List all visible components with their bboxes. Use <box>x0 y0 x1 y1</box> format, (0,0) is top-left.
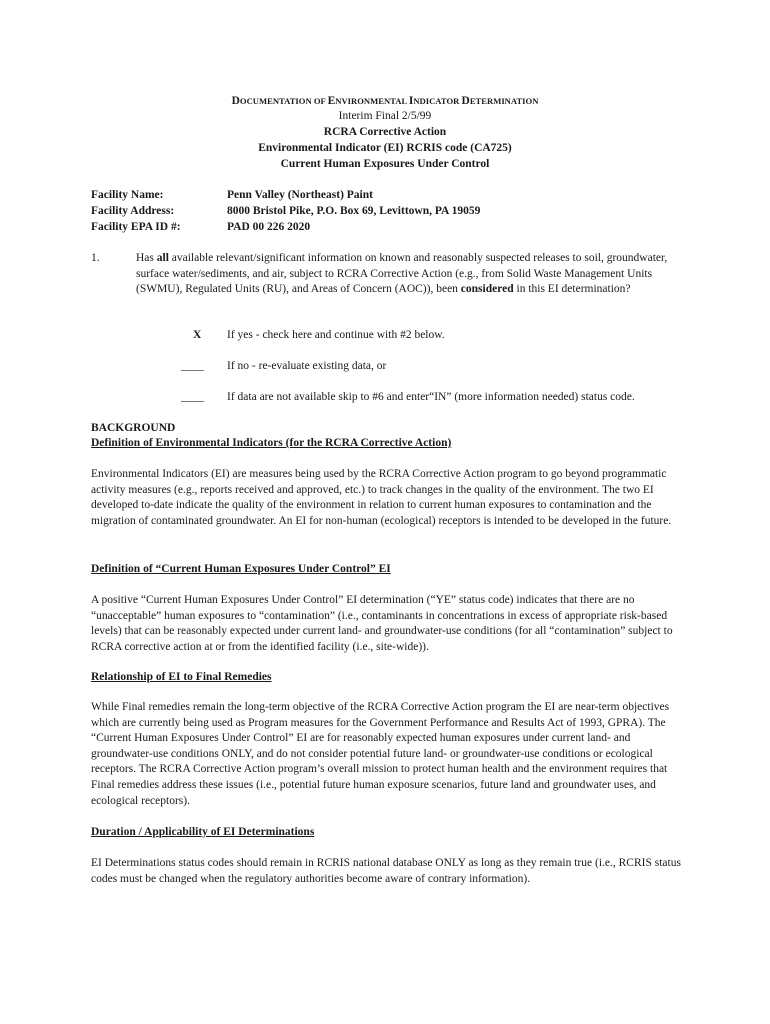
title-line-3: Current Human Exposures Under Control <box>280 158 490 170</box>
document-title: DOCUMENTATION OF ENVIRONMENTAL INDICATOR DETERMINATION <box>231 95 539 107</box>
option-na-text: If data are not available skip to #6 and enter“IN” (more information needed) status code. <box>227 391 635 403</box>
background-paragraph: Environmental Indicators (EI) are measures being used by the RCRA Corrective Action program to go beyond programmatic activity measures (e.g., reports received and approved, etc.) to track changes in the quality of the environment. The two EI developed to-date indicate the quality of the environment in relation to current human exposures to contamination and the migration of contaminated groundwater. An EI for non-human (ecological) receptors is intended to be developed in the future. <box>91 468 672 527</box>
facility-name-value: Penn Valley (Northeast) Paint <box>227 189 373 201</box>
facility-address-label: Facility Address: <box>91 205 175 217</box>
definition-paragraph: A positive “Current Human Exposures Under Control” EI determination (“YE” status code) indicates that there are no “unacceptable” human exposures to “contamination” (i.e., contaminants in concentrations in excess of appropriate risk-based levels) that can be reasonably expected under current land- and groundwater-use conditions (for all “contamination” subject to RCRA corrective action at or from the identified facility (i.e., site-wide)). <box>91 594 673 653</box>
option-yes-text: If yes - check here and continue with #2 below. <box>227 329 445 341</box>
facility-epa-value: PAD 00 226 2020 <box>227 221 311 233</box>
document-subtitle: Interim Final 2/5/99 <box>338 110 432 122</box>
background-heading: BACKGROUND <box>91 422 176 434</box>
title-line-2: Environmental Indicator (EI) RCRIS code (CA725) <box>258 142 512 154</box>
option-no-text: If no - re-evaluate existing data, or <box>227 360 387 372</box>
title-line-1: RCRA Corrective Action <box>323 126 447 138</box>
ei-definition-subheading: Definition of Environmental Indicators (for the RCRA Corrective Action) <box>91 437 452 449</box>
question-text: Has all available relevant/significant information on known and reasonably suspected releases to soil, groundwater, surface water/sediments, and air, subject to RCRA Corrective Action (e.g., from Solid Waste Management Units (SWMU), Regulated Units (RU), and Areas of Concern (AOC)), been considered in this EI determination? <box>136 252 668 296</box>
relationship-paragraph: While Final remedies remain the long-term objective of the RCRA Corrective Action program the EI are near-term objectives which are currently being used as Program measures for the Government Performance and Results Act of 1993, GPRA). The “Current Human Exposures Under Control” EI are for reasonably expected human exposures under current land- and groundwater-use conditions ONLY, and do not consider potential future land- or groundwater-use conditions or ecological receptors. The RCRA Corrective Action program’s overall mission to protect human health and the environment requires that Final remedies address these issues (i.e., potential future human exposure scenarios, future land and groundwater uses, and ecological receptors). <box>91 701 670 807</box>
question-number: 1. <box>91 252 100 264</box>
duration-paragraph: EI Determinations status codes should remain in RCRIS national database ONLY as long as they remain true (i.e., RCRIS status codes must be changed when the regulatory authorities become aware of contrary information). <box>91 857 681 885</box>
option-na-mark[interactable]: ____ <box>181 391 204 403</box>
definition-heading: Definition of “Current Human Exposures Under Control” EI <box>91 563 391 575</box>
facility-name-label: Facility Name: <box>91 189 164 201</box>
facility-address-value: 8000 Bristol Pike, P.O. Box 69, Levittown, PA 19059 <box>227 205 481 217</box>
relationship-heading: Relationship of EI to Final Remedies <box>91 671 272 683</box>
option-no-mark[interactable]: ____ <box>181 360 204 372</box>
option-yes-mark[interactable]: X <box>193 329 202 341</box>
duration-heading: Duration / Applicability of EI Determinations <box>91 826 315 838</box>
facility-epa-label: Facility EPA ID #: <box>91 221 181 233</box>
